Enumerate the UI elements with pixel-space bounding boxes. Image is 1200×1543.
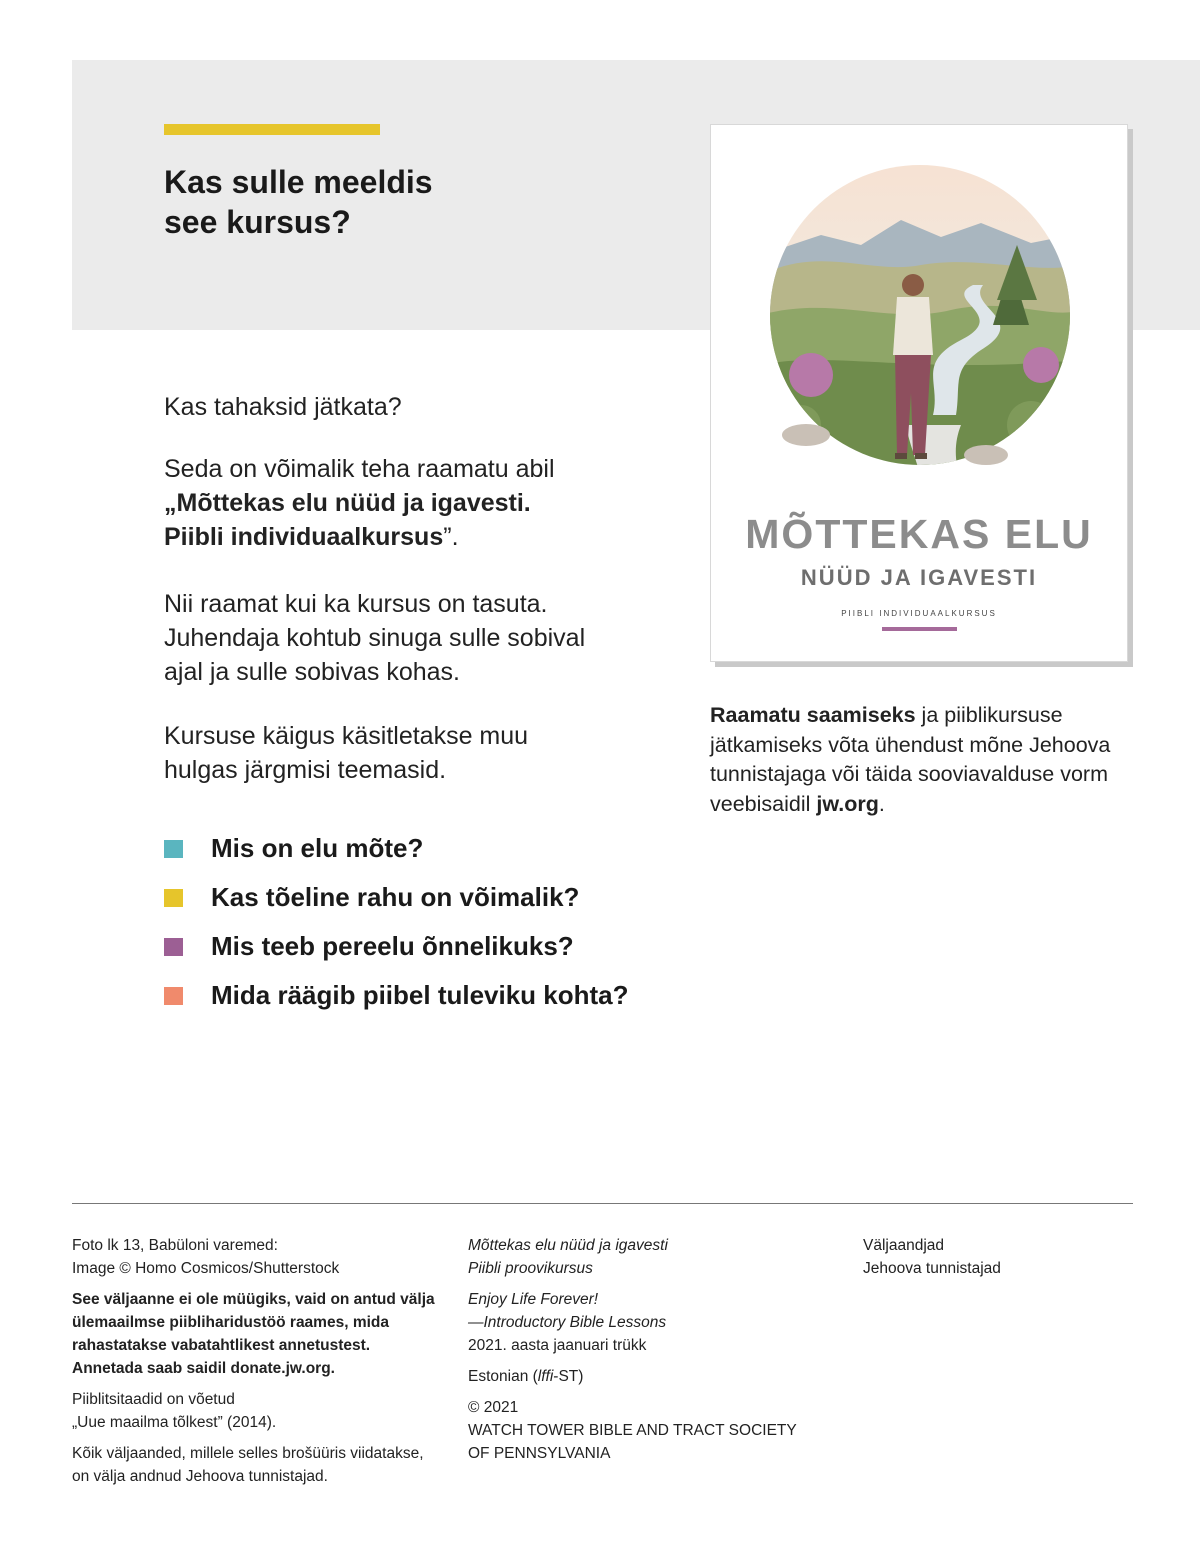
square-bullet-icon bbox=[164, 840, 183, 858]
edition-title-1: Mõttekas elu nüüd ja igavesti bbox=[468, 1237, 668, 1254]
printing-date: 2021. aasta jaanuari trükk bbox=[468, 1337, 647, 1354]
citation-line-2: „Uue maailma tõlkest” (2014). bbox=[72, 1414, 277, 1431]
intro-question: Kas tahaksid jätkata? bbox=[164, 393, 402, 421]
cta-end: . bbox=[878, 791, 885, 816]
topic-item bbox=[164, 975, 629, 1024]
square-bullet-icon bbox=[164, 987, 183, 1005]
topic-item bbox=[164, 828, 629, 877]
citation-line-1: Piiblitsitaadid on võetud bbox=[72, 1391, 235, 1408]
accent-bar bbox=[164, 124, 380, 135]
language-line bbox=[468, 1365, 828, 1388]
not-for-sale-notice: See väljaanne ei ole müügiks, vaid on antud välja ülemaailmse piibliharidustöö raames, mida rahastatakse vabatahtlikest annetustest. Annetada saab saidil donate.jw.org. bbox=[72, 1291, 435, 1377]
free-paragraph: Nii raamat kui ka kursus on tasuta. Juhendaja kohtub sinuga sulle sobival ajal ja sulle sobivas kohas. bbox=[164, 590, 586, 686]
page-heading bbox=[164, 162, 433, 242]
topic-label: Mis teeb pereelu õnnelikuks? bbox=[211, 931, 574, 961]
language-code: lffi bbox=[537, 1368, 554, 1385]
topic-item bbox=[164, 877, 629, 926]
square-bullet-icon bbox=[164, 889, 183, 907]
footer-column-credits bbox=[72, 1234, 437, 1496]
topic-label: Mida räägib piibel tuleviku kohta? bbox=[211, 980, 629, 1010]
footer-column-publisher bbox=[863, 1234, 1123, 1288]
topic-label: Mis on elu mõte? bbox=[211, 833, 424, 863]
copyright-year: © 2021 bbox=[468, 1399, 519, 1416]
publications-note: Kõik väljaanded, millele selles brošüüris viidatakse, on välja andnud Jehoova tunnistajad. bbox=[72, 1445, 424, 1485]
footer-divider bbox=[72, 1203, 1133, 1204]
book-cover bbox=[710, 124, 1128, 662]
footer-column-edition bbox=[468, 1234, 828, 1473]
heading-line-1: Kas sulle meeldis bbox=[164, 164, 433, 200]
cover-accent-line bbox=[882, 627, 957, 631]
man-walking-path-illustration-icon bbox=[711, 125, 1127, 505]
square-bullet-icon bbox=[164, 938, 183, 956]
english-title-2: —Introductory Bible Lessons bbox=[468, 1314, 667, 1331]
copyright-holder-1: WATCH TOWER BIBLE AND TRACT SOCIETY bbox=[468, 1422, 797, 1439]
cta-bold-lead: Raamatu saamiseks bbox=[710, 703, 916, 727]
topic-item bbox=[164, 926, 629, 975]
cover-title: MÕTTEKAS ELU bbox=[745, 511, 1093, 557]
copyright-holder-2: OF PENNSYLVANIA bbox=[468, 1445, 611, 1462]
book-paragraph bbox=[164, 452, 624, 554]
topics-intro: Kursuse käigus käsitletakse muu hulgas järgmisi teemasid. bbox=[164, 722, 529, 784]
book-title-line-1: „Mõttekas elu nüüd ja igavesti. bbox=[164, 489, 531, 517]
topics-list bbox=[164, 828, 629, 1024]
cover-subtitle: NÜÜD JA IGAVESTI bbox=[800, 565, 1038, 590]
language-end: -ST) bbox=[553, 1368, 584, 1385]
publisher-name: Jehoova tunnistajad bbox=[863, 1260, 1001, 1277]
book-paragraph-lead: Seda on võimalik teha raamatu abil bbox=[164, 455, 555, 483]
book-paragraph-end: ”. bbox=[443, 523, 459, 551]
publisher-label: Väljaandjad bbox=[863, 1237, 945, 1254]
cta-site-link[interactable]: jw.org bbox=[816, 791, 879, 816]
photo-credit-line-1: Foto lk 13, Babüloni varemed: bbox=[72, 1237, 278, 1254]
english-title-1: Enjoy Life Forever! bbox=[468, 1291, 599, 1308]
language-lead: Estonian ( bbox=[468, 1368, 538, 1385]
book-title-line-2: Piibli individuaalkursus bbox=[164, 523, 444, 551]
call-to-action bbox=[710, 701, 1130, 819]
heading-line-2: see kursus? bbox=[164, 204, 351, 240]
cover-small-caption: PIIBLI INDIVIDUAALKURSUS bbox=[841, 609, 997, 618]
cta-text: ja piiblikursuse jätkamiseks võta ühendust mõne Jehoova tunnistajaga või täida sooviavalduse vorm veebisaidil bbox=[710, 703, 1111, 816]
edition-title-2: Piibli proovikursus bbox=[468, 1260, 593, 1277]
photo-credit-line-2: Image © Homo Cosmicos/Shutterstock bbox=[72, 1260, 340, 1277]
topic-label: Kas tõeline rahu on võimalik? bbox=[211, 882, 580, 912]
